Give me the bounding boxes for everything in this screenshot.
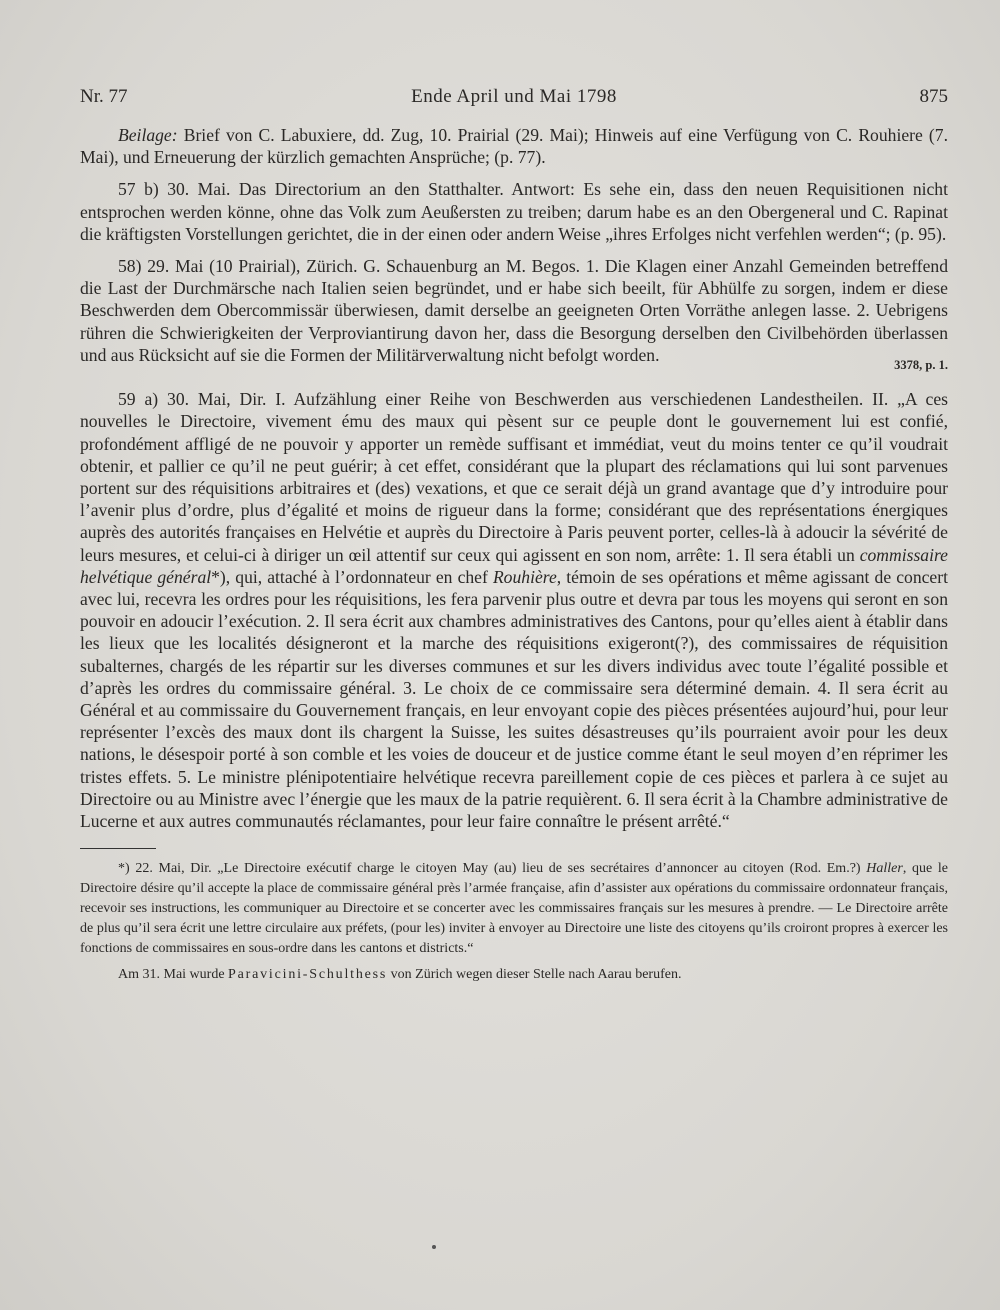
footnote-1-part2: , que le Directoire désire qu’il accepte la place de commissaire général près l’armée française, afin d’assister aux opérations du commissaire ordonnateur français, recevoir ses instructions, les communiquer au Directoire et se concerter avec les commissaires français sur les mesures à prendre. — Le Directoire arrête de plus qu’il sera écrit une lettre circulaire aux préfets, (pour les) inviter à envoyer au Directoire une liste des citoyens qu’ils croiront propres à exercer les fonctions de commissaires en sous-ordre dans les cantons et districts.“ xyxy=(80,861,948,957)
running-title: Ende April und Mai 1798 xyxy=(411,86,617,107)
paragraph-59a-part1: 59 a) 30. Mai, Dir. I. Aufzählung einer Reihe von Beschwerden aus verschiedenen Landestheilen. II. „A ces nouvelles le Directoire, vivement ému des maux qui pèsent sur ce peuple dont le gouvernement lui est confié, profondément affligé de ne pouvoir y apporter un remède suffisant et immédiat, veut du moins tenter ce qu’il voudrait obtenir, et pallier ce qu’il ne peut guérir; à cet effet, considérant que la plupart des réclamations qui lui sont parvenues portent sur des réquisitions arbitraires et (des) vexations, et que ce serait déjà un grand avantage que d’y introduire pour l’avenir plus d’ordre, plus d’égalité et moins de rigueur dans la forme; considérant que des représentations énergiques auprès des autorités françaises en Helvétie et auprès du Directoire à Paris peuvent porter, celles-là à adoucir la sévérité de leurs mesures, et celui-ci à diriger un œil attentif sur ceux qui agissent en son nom, arrête: 1. Il sera établi un xyxy=(80,389,948,565)
page-number: 875 xyxy=(919,86,948,107)
paragraph-59a-part3: , témoin de ses opérations et même agissant de concert avec lui, recevra les ordres pour les réquisitions, les fera parvenir plus outre et devra par tous les moyens qui seront en son pouvoir en adoucir l’exécution. 2. Il sera écrit aux chambres administratives des Cantons, pour qu’elles aient à établir dans les lieux que les localités désigneront et la marche des réquisitions exigeront(?), des commissaires de réquisition subalternes, chargés de les répartir sur les diverses communes et sur les divers individus avec toute l’égalité possible et d’après les ordres du commissaire général. 3. Le choix de ce commissaire sera déterminé demain. 4. Il sera écrit au Général et au commissaire du Gouvernement français, en leur envoyant copie des pièces présentées aujourd’hui, pour leur représenter l’excès des maux dont ils chargent la Suisse, les suites désastreuses qu’ils pourraient avoir pour les deux nations, le désespoir porté à son comble et les voies de douceur et de justice comme étant le seul moyen d’en réprimer les tristes effets. 5. Le ministre plénipotentiaire helvétique recevra pareillement copie de ces pièces et parlera à ce sujet au Directoire ou au Ministre avec l’énergie que les maux de la patrie requièrent. 6. Il sera écrit à la Chambre administrative de Lucerne et aux autres communautés réclamantes, pour leur faire connaître le présent arrêté.“ xyxy=(80,566,948,832)
footnote-1 xyxy=(80,859,948,959)
paragraph-58: 58) 29. Mai (10 Prairial), Zürich. G. Schauenburg an M. Begos. 1. Die Klagen einer Anzahl Gemeinden betreffend die Last der Durchmärsche nach Italien seien begründet, und er habe sich beeilt, für Abhülfe zu sorgen, indem er diese Beschwerden dem Obercommissär überwiesen, damit derselbe an geeigneten Orten Vorräthe anlegen lasse. 2. Uebrigens rühren die Schwierigkeiten der Verproviantirung davon her, dass die Besorgung derselben den Civilbehörden überlassen und aus Rücksicht auf sie die Formen der Militärverwaltung nicht befolgt worden. xyxy=(80,256,948,365)
source-reference: 3378, p. 1. xyxy=(894,358,948,373)
footnote-divider xyxy=(80,848,156,849)
paragraph-59a xyxy=(80,388,948,832)
document-number: Nr. 77 xyxy=(80,86,128,107)
paragraph-57b: 57 b) 30. Mai. Das Directorium an den Statthalter. Antwort: Es sehe ein, dass den neuen Requisitionen nicht entsprochen werden könne, ohne das Volk zum Aeußersten zu treiben; darum habe es an den Obergeneral und C. Rapinat die kräftigsten Vorstellungen gerichtet, die in der einen oder andern Weise „ihres Erfolges nicht verfehlen werden“; (p. 95). xyxy=(80,179,948,244)
paragraph-59a-italic1: commissaire helvétique général xyxy=(80,544,948,587)
footnote-2-part1: Am 31. Mai wurde xyxy=(118,967,229,983)
footnote-2-name: Paravicini-Schulthess xyxy=(228,967,388,983)
paragraph-59a-italic2: Rouhière xyxy=(492,566,557,587)
paragraph-59a-part2: *), qui, attaché à l’ordonnateur en chef xyxy=(211,566,493,587)
ink-speck xyxy=(432,1245,436,1249)
beilage-label: Beilage: xyxy=(118,125,178,145)
footnote-2-part2: von Zürich wegen dieser Stelle nach Aarau berufen. xyxy=(387,967,682,983)
footnote-1-italic: Haller xyxy=(866,861,903,877)
beilage-text: Brief von C. Labuxiere, dd. Zug, 10. Prairial (29. Mai); Hinweis auf eine Verfügung von C. Rouhiere (7. Mai), und Erneuerung der kürzlich gemachten Ansprüche; (p. 77). xyxy=(80,125,948,168)
footnote-2 xyxy=(80,965,948,985)
main-text xyxy=(80,124,948,991)
footnote-1-part1: *) 22. Mai, Dir. „Le Directoire exécutif charge le citoyen May (au) lieu de ses secrétaires d’annoncer au citoyen (Rod. Em.?) xyxy=(118,861,867,877)
paragraph-beilage xyxy=(80,124,948,168)
